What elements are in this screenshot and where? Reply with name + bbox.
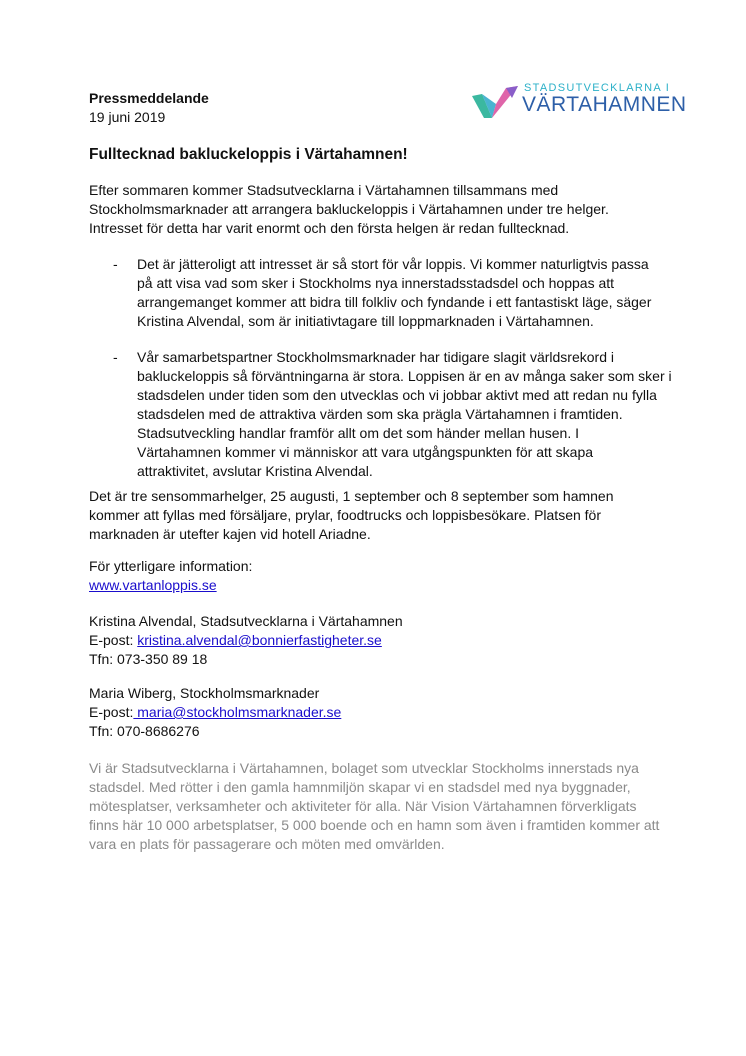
text-line: på att visa vad som sker i Stockholms nya innerstadsstadsdel och hoppas att [137, 275, 615, 291]
release-date: 19 juni 2019 [89, 109, 166, 125]
website-link[interactable]: www.vartanloppis.se [89, 577, 217, 593]
headline-block [89, 145, 408, 164]
text-line: Stockholmsmarknader att arrangera bakluckeloppis i Värtahamnen under tre helger. [89, 201, 609, 217]
logo-line-1: STADSUTVECKLARNA I [524, 82, 671, 94]
dates-paragraph [89, 487, 614, 544]
text-line: stadsdelen med de attraktiva värden som ska prägla Värtahamnen i framtiden. [137, 406, 623, 422]
text-line: Det är jätteroligt att intresset är så stort för vår loppis. Vi kommer naturligtvis passa [137, 256, 649, 272]
contact-phone: Tfn: 073-350 89 18 [89, 651, 208, 667]
text-line: attraktivitet, avslutar Kristina Alvendal. [137, 463, 373, 479]
text-line: Värtahamnen kommer vi människor att vara utgångspunkten för att skapa [137, 444, 594, 460]
more-info-label: För ytterligare information: [89, 558, 253, 574]
email-label: E-post: [89, 632, 138, 648]
intro-paragraph [89, 181, 609, 238]
text-line: finns här 10 000 arbetsplatser, 5 000 boende och en hamn som även i framtiden kommer att [89, 817, 660, 833]
more-info [89, 557, 252, 595]
text-line: mötesplatser, verksamheter och aktiviteter för alla. När Vision Värtahamnen förverkligats [89, 798, 637, 814]
contact-kristina [89, 612, 403, 669]
text-line: Det är tre sensommarhelger, 25 augusti, 1 september och 8 september som hamnen [89, 488, 614, 504]
text-line: arrangemanget kommer att bidra till folkliv och fyndande i ett fantastiskt läge, säger [137, 294, 652, 310]
headline: Fulltecknad bakluckeloppis i Värtahamnen! [89, 146, 408, 163]
text-line: stadsdelen under tiden som den utvecklas och vi jobbar aktivt med att redan nu fylla [137, 387, 657, 403]
doc-type-label: Pressmeddelande [89, 90, 209, 106]
contact-phone: Tfn: 070-8686276 [89, 723, 200, 739]
header [89, 89, 209, 127]
text-line: Stadsutveckling handlar framför allt om det som händer mellan husen. I [137, 425, 580, 441]
text-line: stadsdel. Med rötter i den gamla hamnmiljön skapar vi en stadsdel med nya byggnader, [89, 779, 631, 795]
email-link[interactable]: maria@stockholmsmarknader.se [133, 704, 342, 720]
bullet-dash: - [113, 349, 118, 365]
text-line: Vi är Stadsutvecklarna i Värtahamnen, bolaget som utvecklar Stockholms innerstads nya [89, 760, 639, 776]
text-line: kommer att fyllas med försäljare, prylar, foodtrucks och loppisbesökare. Platsen för [89, 507, 601, 523]
contact-name: Kristina Alvendal, Stadsutvecklarna i Värtahamnen [89, 613, 403, 629]
email-label: E-post: [89, 704, 134, 720]
logo-line-2: VÄRTAHAMNEN [522, 93, 687, 116]
bullet-dash: - [113, 256, 118, 272]
contact-maria [89, 684, 341, 741]
text-line: Vår samarbetspartner Stockholmsmarknader har tidigare slagit världsrekord i [137, 349, 614, 365]
about-company [89, 759, 659, 854]
text-line: bakluckeloppis så förväntningarna är stora. Loppisen är en av många saker som sker i [137, 368, 672, 384]
contact-name: Maria Wiberg, Stockholmsmarknader [89, 685, 320, 701]
text-line: marknaden är utefter kajen vid hotell Ariadne. [89, 526, 371, 542]
text-line: Efter sommaren kommer Stadsutvecklarna i Värtahamnen tillsammans med [89, 182, 559, 198]
text-line: vara en plats för passagerare och möten med omvärlden. [89, 836, 445, 852]
logo-mark-icon [472, 84, 522, 120]
email-link[interactable]: kristina.alvendal@bonnierfastigheter.se [137, 632, 382, 648]
text-line: Intresset för detta har varit enormt och den första helgen är redan fulltecknad. [89, 220, 570, 236]
text-line: Kristina Alvendal, som är initiativtagare till loppmarknaden i Värtahamnen. [137, 313, 594, 329]
company-logo [472, 80, 687, 122]
